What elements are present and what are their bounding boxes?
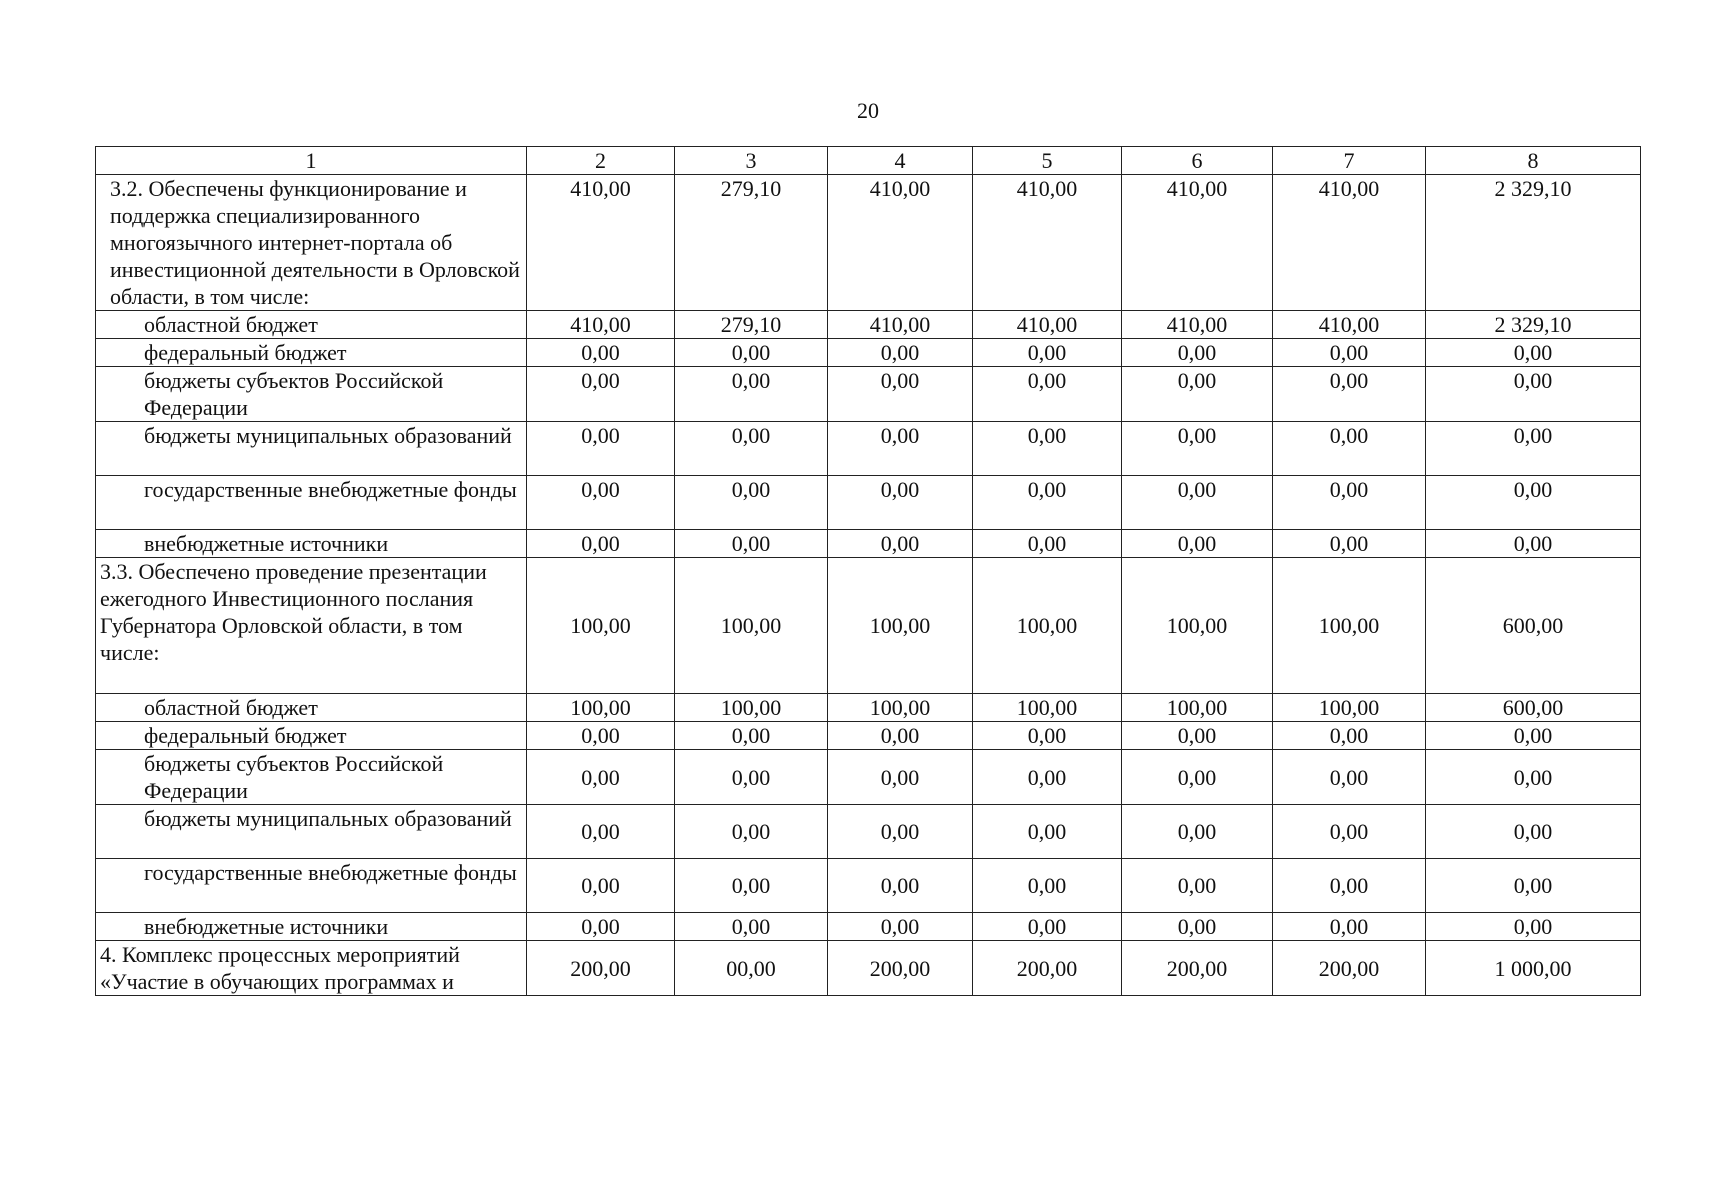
table-row <box>96 476 1641 530</box>
value-cell: 100,00 <box>675 558 828 694</box>
value-cell: 0,00 <box>828 805 973 859</box>
value-cell: 0,00 <box>1426 805 1641 859</box>
value-cell: 0,00 <box>1122 805 1273 859</box>
value-cell: 0,00 <box>527 339 675 367</box>
value-cell: 600,00 <box>1426 558 1641 694</box>
value-cell: 00,00 <box>675 941 828 996</box>
value-cell: 0,00 <box>675 805 828 859</box>
header-cell: 6 <box>1122 147 1273 175</box>
value-cell: 0,00 <box>828 722 973 750</box>
value-cell: 100,00 <box>1273 558 1426 694</box>
row-label: государственные внебюджетные фонды <box>96 859 527 913</box>
table-row <box>96 367 1641 422</box>
value-cell: 410,00 <box>1122 311 1273 339</box>
value-cell: 1 000,00 <box>1426 941 1641 996</box>
value-cell: 100,00 <box>973 558 1122 694</box>
row-label: внебюджетные источники <box>96 530 527 558</box>
value-cell: 0,00 <box>1273 530 1426 558</box>
header-cell: 7 <box>1273 147 1426 175</box>
value-cell: 0,00 <box>1426 367 1641 422</box>
table-row <box>96 941 1641 996</box>
value-cell: 0,00 <box>1273 476 1426 530</box>
table-row <box>96 722 1641 750</box>
value-cell: 0,00 <box>527 750 675 805</box>
value-cell: 0,00 <box>1273 750 1426 805</box>
header-cell: 5 <box>973 147 1122 175</box>
value-cell: 100,00 <box>828 558 973 694</box>
value-cell: 0,00 <box>973 476 1122 530</box>
value-cell: 410,00 <box>973 311 1122 339</box>
value-cell: 410,00 <box>973 175 1122 311</box>
value-cell: 0,00 <box>973 530 1122 558</box>
value-cell: 0,00 <box>675 859 828 913</box>
row-label: 3.3. Обеспечено проведение презентации ежегодного Инвестиционного послания Губернатора Орловской области, в том числе: <box>96 558 527 694</box>
value-cell: 0,00 <box>1426 750 1641 805</box>
value-cell: 0,00 <box>1122 422 1273 476</box>
page-number: 20 <box>857 98 879 123</box>
value-cell: 0,00 <box>1122 859 1273 913</box>
value-cell: 0,00 <box>973 913 1122 941</box>
value-cell: 0,00 <box>973 422 1122 476</box>
value-cell: 0,00 <box>1426 422 1641 476</box>
row-label: бюджеты субъектов Российской Федерации <box>96 367 527 422</box>
value-cell: 0,00 <box>527 422 675 476</box>
value-cell: 0,00 <box>675 422 828 476</box>
value-cell: 0,00 <box>1273 859 1426 913</box>
value-cell: 0,00 <box>1426 859 1641 913</box>
value-cell: 200,00 <box>1273 941 1426 996</box>
value-cell: 0,00 <box>1122 722 1273 750</box>
value-cell: 0,00 <box>828 339 973 367</box>
value-cell: 0,00 <box>1273 422 1426 476</box>
row-label: бюджеты муниципальных образований <box>96 422 527 476</box>
value-cell: 0,00 <box>1122 913 1273 941</box>
value-cell: 0,00 <box>1273 805 1426 859</box>
value-cell: 0,00 <box>973 722 1122 750</box>
value-cell: 200,00 <box>1122 941 1273 996</box>
value-cell: 100,00 <box>527 558 675 694</box>
row-label: бюджеты муниципальных образований <box>96 805 527 859</box>
table-row <box>96 311 1641 339</box>
value-cell: 0,00 <box>675 367 828 422</box>
table-row <box>96 558 1641 694</box>
header-cell: 8 <box>1426 147 1641 175</box>
value-cell: 0,00 <box>1273 722 1426 750</box>
value-cell: 0,00 <box>527 805 675 859</box>
table-row <box>96 175 1641 311</box>
table-row <box>96 859 1641 913</box>
value-cell: 410,00 <box>1122 175 1273 311</box>
value-cell: 0,00 <box>1426 722 1641 750</box>
value-cell: 2 329,10 <box>1426 175 1641 311</box>
row-label: 3.2. Обеспечены функционирование и поддержка специализированного многоязычного интернет-портала об инвестиционной деятельности в Орловской области, в том числе: <box>96 175 527 311</box>
value-cell: 0,00 <box>1273 367 1426 422</box>
value-cell: 100,00 <box>828 694 973 722</box>
value-cell: 279,10 <box>675 311 828 339</box>
value-cell: 0,00 <box>1426 339 1641 367</box>
budget-table <box>95 146 1641 996</box>
value-cell: 279,10 <box>675 175 828 311</box>
value-cell: 0,00 <box>527 859 675 913</box>
value-cell: 200,00 <box>828 941 973 996</box>
row-label: областной бюджет <box>96 694 527 722</box>
row-label: 4. Комплекс процессных мероприятий «Участие в обучающих программах и <box>96 941 527 996</box>
value-cell: 600,00 <box>1426 694 1641 722</box>
row-label: федеральный бюджет <box>96 339 527 367</box>
value-cell: 0,00 <box>675 722 828 750</box>
value-cell: 0,00 <box>828 913 973 941</box>
value-cell: 0,00 <box>1122 530 1273 558</box>
table-row <box>96 913 1641 941</box>
value-cell: 0,00 <box>828 476 973 530</box>
value-cell: 0,00 <box>1122 750 1273 805</box>
table-row <box>96 805 1641 859</box>
value-cell: 410,00 <box>527 311 675 339</box>
value-cell: 0,00 <box>1426 913 1641 941</box>
value-cell: 0,00 <box>675 913 828 941</box>
header-row <box>96 147 1641 175</box>
value-cell: 0,00 <box>828 367 973 422</box>
value-cell: 0,00 <box>1426 476 1641 530</box>
value-cell: 0,00 <box>828 422 973 476</box>
value-cell: 200,00 <box>527 941 675 996</box>
value-cell: 0,00 <box>828 750 973 805</box>
table-row <box>96 422 1641 476</box>
header-cell: 4 <box>828 147 973 175</box>
value-cell: 100,00 <box>1122 694 1273 722</box>
value-cell: 410,00 <box>828 175 973 311</box>
value-cell: 0,00 <box>1122 476 1273 530</box>
value-cell: 410,00 <box>527 175 675 311</box>
header-cell: 2 <box>527 147 675 175</box>
value-cell: 0,00 <box>973 859 1122 913</box>
value-cell: 0,00 <box>1426 530 1641 558</box>
value-cell: 100,00 <box>973 694 1122 722</box>
value-cell: 0,00 <box>973 339 1122 367</box>
value-cell: 0,00 <box>675 750 828 805</box>
value-cell: 100,00 <box>1273 694 1426 722</box>
value-cell: 0,00 <box>527 476 675 530</box>
value-cell: 0,00 <box>675 339 828 367</box>
table-row <box>96 530 1641 558</box>
value-cell: 100,00 <box>1122 558 1273 694</box>
value-cell: 200,00 <box>973 941 1122 996</box>
value-cell: 0,00 <box>527 530 675 558</box>
header-cell: 1 <box>96 147 527 175</box>
row-label: федеральный бюджет <box>96 722 527 750</box>
table-row <box>96 750 1641 805</box>
value-cell: 0,00 <box>973 750 1122 805</box>
value-cell: 0,00 <box>828 859 973 913</box>
value-cell: 0,00 <box>1122 367 1273 422</box>
value-cell: 0,00 <box>527 722 675 750</box>
value-cell: 0,00 <box>973 805 1122 859</box>
header-cell: 3 <box>675 147 828 175</box>
value-cell: 0,00 <box>527 367 675 422</box>
value-cell: 0,00 <box>1122 339 1273 367</box>
value-cell: 0,00 <box>675 476 828 530</box>
row-label: бюджеты субъектов Российской Федерации <box>96 750 527 805</box>
value-cell: 410,00 <box>1273 175 1426 311</box>
value-cell: 0,00 <box>973 367 1122 422</box>
value-cell: 0,00 <box>828 530 973 558</box>
value-cell: 100,00 <box>527 694 675 722</box>
row-label: областной бюджет <box>96 311 527 339</box>
value-cell: 0,00 <box>675 530 828 558</box>
table-row <box>96 694 1641 722</box>
value-cell: 410,00 <box>1273 311 1426 339</box>
row-label: государственные внебюджетные фонды <box>96 476 527 530</box>
row-label: внебюджетные источники <box>96 913 527 941</box>
value-cell: 0,00 <box>1273 913 1426 941</box>
value-cell: 0,00 <box>1273 339 1426 367</box>
table-row <box>96 339 1641 367</box>
value-cell: 0,00 <box>527 913 675 941</box>
value-cell: 100,00 <box>675 694 828 722</box>
value-cell: 2 329,10 <box>1426 311 1641 339</box>
value-cell: 410,00 <box>828 311 973 339</box>
